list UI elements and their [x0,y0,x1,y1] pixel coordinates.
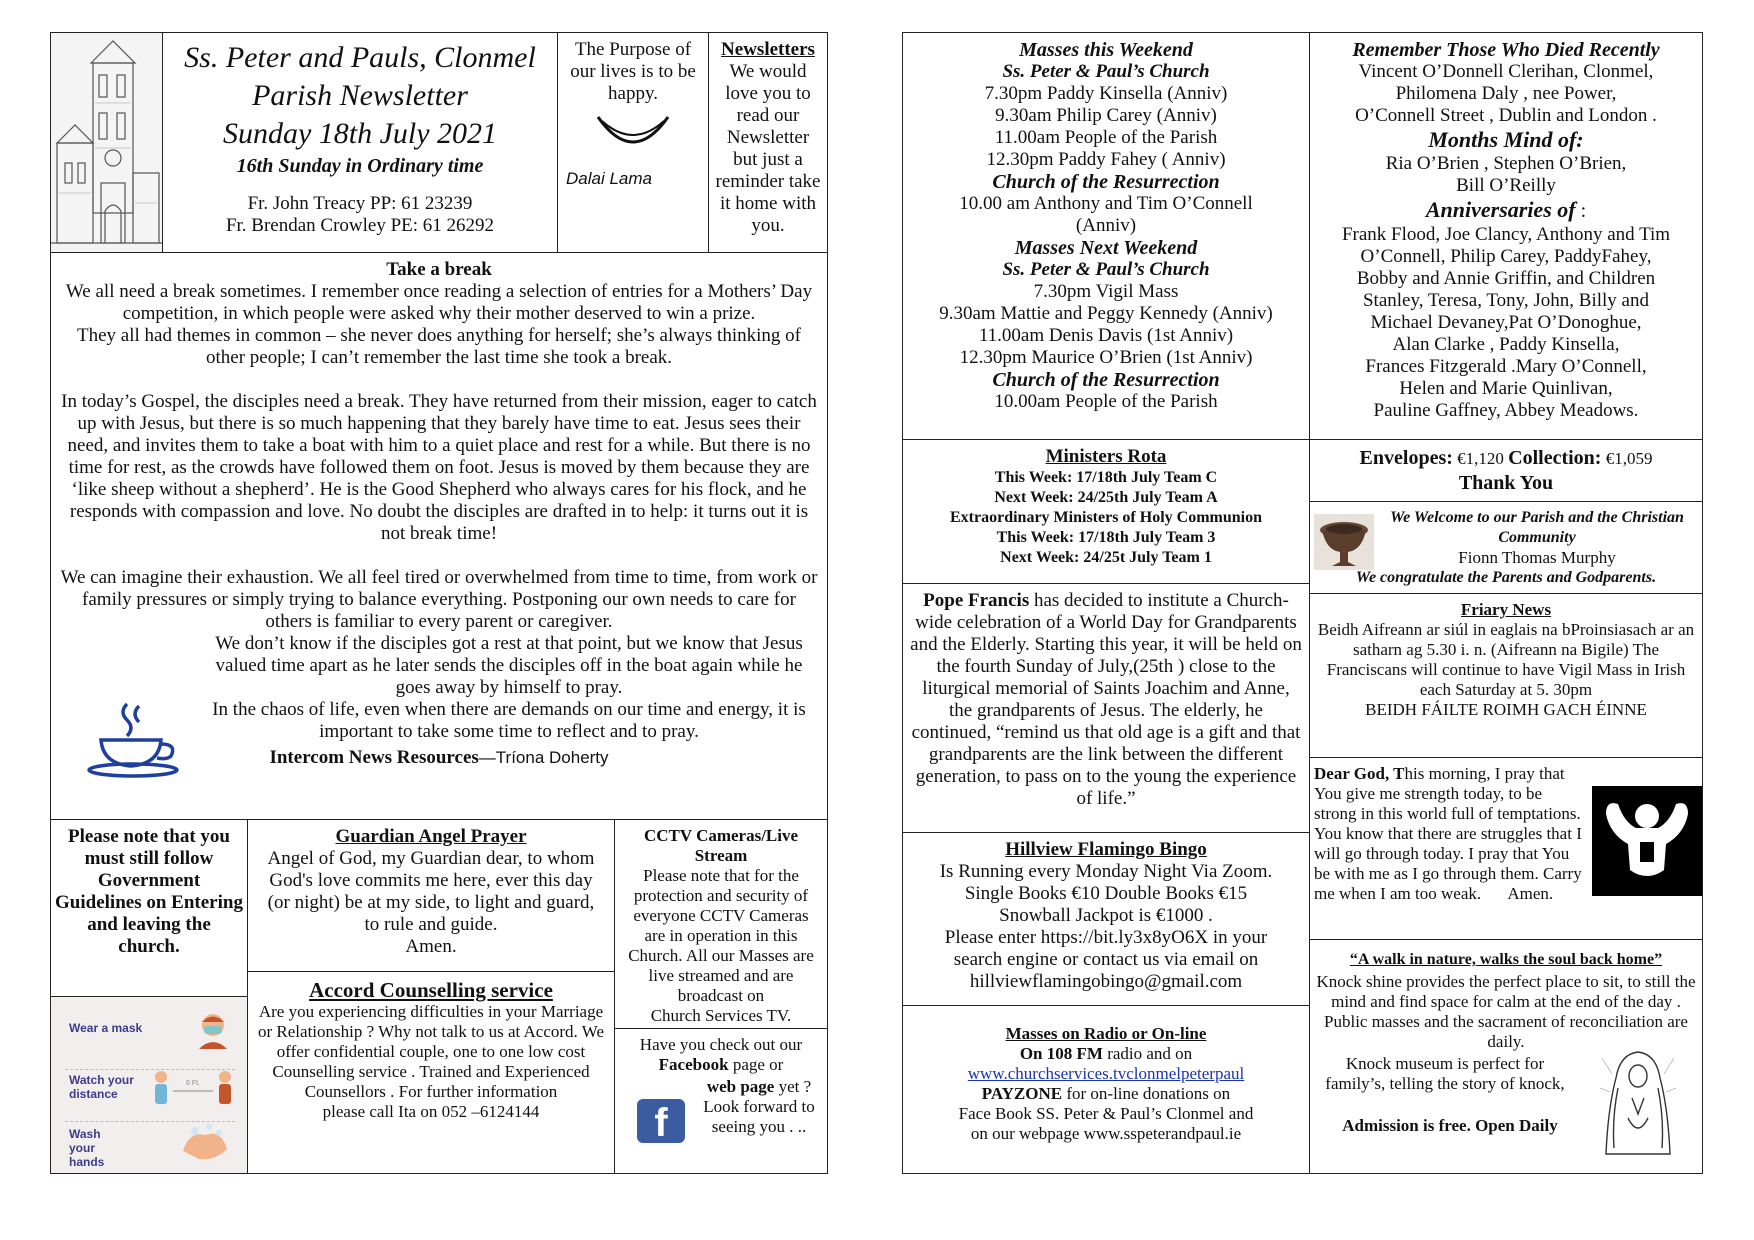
recent-1: Philomena Daly , nee Power, [1395,83,1617,104]
remember-heading: Remember Those Who Died Recently [1352,39,1660,61]
rota-0: This Week: 17/18th July Team C [994,469,1218,486]
bingo-heading: Hillview Flamingo Bingo [1005,839,1207,860]
thank-you: Thank You [1458,472,1554,494]
radio-webpage: on our webpage www.sspeterandpaul.ie [970,1124,1242,1143]
prayer-box [1309,757,1703,940]
pope-francis-box [902,583,1310,833]
prayer-amen: Amen. [1507,884,1554,903]
priest-pp: Fr. John Treacy PP: 61 23239 [247,193,473,214]
envelopes-value: €1,120 [1452,449,1509,468]
wash-hands-icon [175,1121,235,1161]
bingo-3: Please enter https://bit.ly3x8yO6X in your [944,927,1268,948]
anniv-0: Frank Flood, Joe Clancy, Anthony and Tim [1341,224,1671,245]
newsletter-title: Parish Newsletter [252,79,468,112]
madonna-icon [1598,1048,1678,1158]
facebook-logo-icon[interactable]: f [637,1099,685,1143]
tip-mask: Wear a mask [69,1019,239,1059]
guidelines-text: Please note that you must still follow Government Guidelines on Entering and leaving the church. [55,826,243,957]
bingo-4: search engine or contact us via email on [953,949,1259,970]
weekend-res-1: (Anniv) [1075,215,1137,236]
bingo-email[interactable]: hillviewflamingobingo@gmail.com [969,971,1243,992]
weekend-res-0: 10.00 am Anthony and Tim O’Connell [959,193,1253,214]
next-church1: Ss. Peter & Paul’s Church [1002,259,1210,280]
anniv-6: Frances Fitzgerald .Mary O’Connell, [1365,356,1647,377]
collection-value: €1,059 [1601,449,1653,468]
facebook-post: yet ? Look forward to seeing you . .. [703,1077,815,1136]
break-p5: We don’t know if the disciples got a rest at that point, but we know that Jesus valued time apart as he later sends the disciples off in the boat again while he goes away by himself to pray. [215,633,803,698]
masses-weekend-heading: Masses this Weekend [1019,39,1193,61]
rota-2: Extraordinary Ministers of Holy Communion [950,509,1262,526]
weekend-mass-2: 11.00am People of the Parish [994,127,1218,148]
quote-text: The Purpose of our lives is to be happy. [570,39,696,104]
baptism-font-icon [1314,514,1374,570]
accord-call: please call Ita on 052 –6124144 [322,1102,540,1121]
priest-pe: Fr. Brendan Crowley PE: 61 26292 [225,215,495,236]
knock-box [1309,939,1703,1174]
facebook-link[interactable]: Facebook [658,1055,729,1074]
next-mass-1: 9.30am Mattie and Peggy Kennedy (Anniv) [939,303,1273,324]
mask-person-icon [193,1009,233,1049]
liturgical-sunday: 16th Sunday in Ordinary time [236,155,484,177]
payzone-post: for on-line donations on [1062,1084,1231,1103]
payzone-label: PAYZONE [981,1084,1063,1103]
anniv-heading: Anniversaries of [1425,197,1576,222]
cctv-heading: CCTV Cameras/Live Stream [643,826,799,865]
accord-heading: Accord Counselling service [309,978,553,1002]
facebook-pre: Have you check out our [639,1035,803,1054]
welcome-box [1309,501,1703,594]
months-0: Ria O’Brien , Stephen O’Brien, [1385,153,1627,174]
recent-0: Vincent O’Donnell Clerihan, Clonmel, [1358,61,1654,82]
anniv-3: Stanley, Teresa, Tony, John, Billy and [1362,290,1649,311]
welcome-line: We Welcome to our Parish and the Christian Community [1390,509,1684,546]
knock-p3: Admission is free. Open Daily [1342,1116,1558,1135]
knock-p2: Knock museum is perfect for family’s, telling the story of knock, [1325,1054,1565,1093]
facebook-box [614,1028,828,1174]
take-a-break-heading: Take a break [386,259,492,280]
radio-fm: On 108 FM [1019,1044,1103,1063]
accord-box [247,971,615,1174]
newsletter-header [162,32,558,253]
bingo-box [902,832,1310,1006]
rota-heading: Ministers Rota [1045,446,1167,467]
distance-label: 6 Ft. [185,1080,201,1087]
smile-icon [558,105,708,165]
rota-3: This Week: 17/18th July Team 3 [996,529,1216,546]
facebook-mid: page or [732,1055,784,1074]
anniv-1: O’Connell, Philip Carey, PaddyFahey, [1360,246,1652,267]
distance-people-icon [149,1069,239,1109]
envelopes-box [1309,439,1703,502]
newsletters-heading: Newsletters [721,39,815,60]
anniv-4: Michael Devaney,Pat O’Donoghue, [1370,312,1642,333]
welcome-baby-name: Fionn Thomas Murphy [1458,548,1616,567]
radio-fm-post: radio and on [1102,1044,1193,1063]
cctv-box [614,819,828,1029]
masses-box [902,32,1310,440]
newsletters-text: We would love you to read our Newsletter but just a reminder take it home with you. [715,61,821,236]
rota-1: Next Week: 24/25th July Team A [994,489,1218,506]
bingo-2: Snowball Jackpot is €1000 . [999,905,1213,926]
church-services-link[interactable]: www.churchservices.tvclonmelpeterpaul [967,1064,1245,1083]
parish-title: Ss. Peter and Pauls, Clonmel [184,41,536,74]
break-p6: In the chaos of life, even when there are demands on our time and energy, it is important to take some time to reflect and to pray. [212,699,806,742]
church-tower-image [51,33,162,252]
guardian-angel-box [247,819,615,972]
remember-box [1309,32,1703,440]
months-1: Bill O’Reilly [1456,175,1556,196]
break-p4: We can imagine their exhaustion. We all feel tired or overwhelmed from time to time, from work or family pressures or simply trying to balance everything. Postponing our own needs to care for others is familiar to every parent or caregiver. [60,567,818,632]
months-heading: Months Mind of: [1428,127,1584,152]
pope-name: Pope Francis [923,590,1030,611]
break-p3: In today’s Gospel, the disciples need a break. They have returned from their mission, eager to catch up with Jesus, but there is so much happening that they barely have time to eat. Jesus sees their need, and invites them to take a boat with him to a quiet place and rest for a while. But there is no time for rest, as the crowds have followed them on foot. Jesus is moved by them because they are ‘like sheep without a shepherd’. He is the Good Shepherd who always cares for his flock, and he responds with compassion and love. No doubt the disciples are drafted in to help: it turns out it is not break time! [61,391,817,544]
friary-heading: Friary News [1460,600,1552,619]
anniv-colon: : [1575,200,1587,222]
take-a-break-box [50,252,828,820]
weekend-mass-3: 12.30pm Paddy Fahey ( Anniv) [986,149,1226,170]
weekend-mass-1: 9.30am Philip Carey (Anniv) [995,105,1217,126]
anniv-8: Pauline Gaffney, Abbey Meadows. [1373,400,1639,421]
pope-text: has decided to institute a Church-wide celebration of a World Day for Grandparents and the Elderly. Starting this year, it will be held on the fourth Sunday of July,(25th ) close to the liturgical memorial of Saints Joachim and Anne, the grandparents of Jesus. The elderly, he continued, “remind us that old age is a gift and that grandparents are the link between the different generation, to pass on to the young the experience of life.” [910,590,1302,809]
quote-author: Dalai Lama [566,169,652,188]
guidelines-box [50,819,248,997]
strength-figure-icon [1592,786,1702,896]
bingo-1: Single Books €10 Double Books €15 [964,883,1248,904]
teacup-icon [81,698,191,778]
next-mass-2: 11.00am Denis Davis (1st Anniv) [978,325,1234,346]
weekend-church1: Ss. Peter & Paul’s Church [1002,61,1210,82]
radio-heading: Masses on Radio or On-line [1005,1024,1207,1043]
next-mass-0: 7.30pm Vigil Mass [1033,281,1179,302]
collection-label: Collection: [1508,447,1602,469]
prayer-opening: Dear God, T [1314,764,1405,783]
cctv-tv: Church Services TV. [650,1006,792,1025]
friary-text: Beidh Aifreann ar siúl in eaglais na bProinsiasach ar an sathar​n ag 5.30 i. n. (Aifreann na Bigile) The Franciscans will continue to have Vigil Mass in Irish each Saturday at 5. 30pm [1317,620,1695,699]
next-church2: Church of the Resurrection [992,369,1220,391]
envelopes-label: Envelopes: [1359,447,1453,469]
web-page-link[interactable]: web page [706,1077,775,1096]
next-mass-3: 12.30pm Maurice O’Brien (1st Anniv) [959,347,1253,368]
anniv-5: Alan Clarke , Paddy Kinsella, [1392,334,1620,355]
ministers-rota-box [902,439,1310,584]
break-p1: We all need a break sometimes. I remember once reading a selection of entries for a Mothers’ Day competition, in which people were asked why their mother deserved to win a prize. [65,281,813,324]
newsletters-box [708,32,828,253]
tip-hands: Wash your hands [69,1127,239,1167]
knock-heading: “A walk in nature, walks the soul back home” [1349,951,1663,968]
knock-p1: Knock shine provides the perfect place to sit, to still the mind and find space for calm at the end of the day . Public masses and the sacrament of reconciliation are daily. [1316,972,1696,1051]
radio-facebook: Face Book SS. Peter & Paul’s Clonmel and [958,1104,1254,1123]
break-p2: They all had themes in common – she never does anything for herself; she’s always thinking of other people; I can’t remember the last time she took a break. [77,325,801,368]
masses-next-heading: Masses Next Weekend [1014,237,1198,259]
newsletter-date: Sunday 18th July 2021 [222,117,498,150]
guardian-text: Angel of God, my Guardian dear, to whom God's love commits me here, ever this day (or night) be at my side, to light and guard, to rule and guide. [267,848,595,935]
rota-4: Next Week: 24/25t July Team 1 [1000,549,1212,566]
next-res-0: 10.00am People of the Parish [994,391,1218,412]
anniv-7: Helen and Marie Quinlivan, [1399,378,1613,399]
accord-text: Are you experiencing difficulties in your Marriage or Relationship ? Why not talk to us at Accord. We offer confidential couple, one to one low cost Counselling service . Trained and Experienced Counsellors . For further information [258,1002,604,1101]
tip-distance: Watch your distance 6 Ft. [69,1073,239,1113]
bingo-0: Is Running every Monday Night Via Zoom. [939,861,1273,882]
weekend-mass-0: 7.30pm Paddy Kinsella (Anniv) [984,83,1228,104]
weekend-church2: Church of the Resurrection [992,171,1220,193]
break-source: Intercom News Resources [269,747,479,768]
friary-welcome: BEIDH FÁILTE ROIMH GACH ÉINNE [1365,700,1647,719]
covid-tips-box [50,996,248,1174]
break-author: —Tríona Doherty [478,748,609,767]
welcome-congrats: We congratulate the Parents and Godparents. [1355,569,1657,586]
guardian-heading: Guardian Angel Prayer [335,826,527,847]
guardian-amen: Amen. [405,936,457,957]
recent-2: O’Connell Street , Dublin and London . [1355,105,1657,126]
quote-box [557,32,709,253]
cctv-text: Please note that for the protection and security of everyone CCTV Cameras are in operation in this Church. All our Masses are live streamed and are broadcast on [628,866,814,1005]
church-image-box [50,32,163,253]
radio-box [902,1005,1310,1174]
friary-news-box [1309,593,1703,758]
prayer-text: his morning, I pray that You give me strength today, to be strong in this world full of temptations. You know that there are struggles that I will go through today. I pray that You be with me as I go through them. Carry me when I am too weak. [1314,764,1582,903]
anniv-2: Bobby and Annie Griffin, and Children [1356,268,1656,289]
